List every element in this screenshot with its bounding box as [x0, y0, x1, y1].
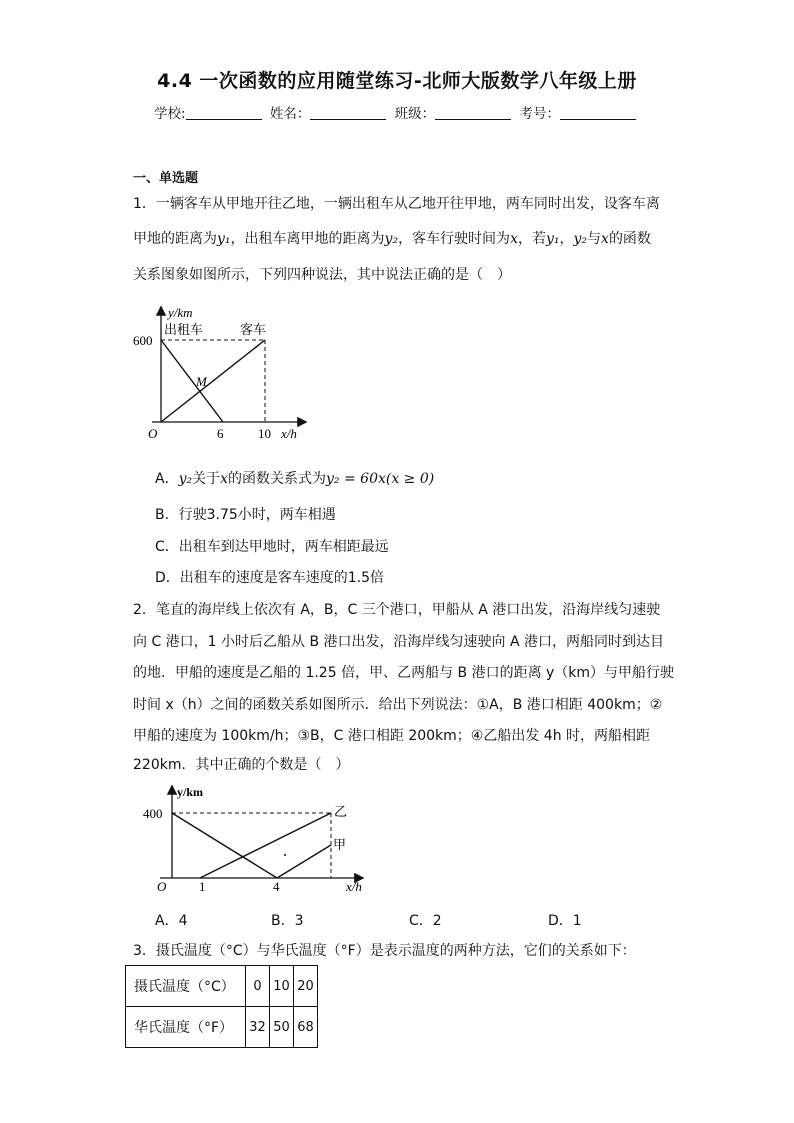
q2-line-5: 甲船的速度为 100km/h；③B，C 港口相距 200km；④乙船出发 4h 时，两船相距 [133, 728, 651, 744]
table-cell: 50 [270, 1007, 294, 1048]
q1-line-2 [133, 228, 651, 248]
exam-number-label: 考号： [519, 106, 560, 122]
q2-line-3: 的地．甲船的速度是乙船的 1.25 倍，甲、乙两船与 B 港口的距离 y（km）与甲船行驶 [133, 665, 675, 681]
student-info-line [0, 102, 794, 122]
q1-taxi-label: 出租车 [164, 322, 204, 337]
name-blank[interactable] [310, 105, 386, 120]
q2-yi-label: 乙 [334, 804, 348, 819]
q1-option-math: y₂ [178, 471, 193, 487]
q2-option-c[interactable]: C．2 [409, 913, 442, 929]
q1-text: 与 [587, 231, 602, 247]
q1-text: 的函数 [608, 231, 651, 247]
q2-option-b[interactable]: B．3 [271, 913, 304, 929]
q1-point-m: M [196, 374, 207, 389]
q1-origin: O [148, 426, 158, 441]
q1-option-b[interactable]: B．行驶3.75小时，两车相遇 [155, 507, 336, 523]
q2-jia-line-down [172, 813, 277, 878]
q1-bus-label: 客车 [240, 322, 267, 337]
q1-math: y₁ [545, 231, 560, 247]
table-cell: 68 [294, 1007, 318, 1048]
q2-graph [140, 782, 380, 897]
q3-temperature-table [125, 965, 318, 1048]
q1-option-text: 的函数关系式为 [228, 471, 327, 487]
q2-x-tick-1: 1 [199, 879, 206, 894]
q1-option-a[interactable] [155, 468, 434, 488]
q2-line-2: 向 C 港口，1 小时后乙船从 B 港口出发，沿海岸线匀速驶向 A 港口，两船同时到达目 [133, 634, 665, 650]
class-label: 班级： [394, 106, 436, 122]
q1-x-tick-6: 6 [217, 426, 224, 441]
q1-graph [130, 300, 320, 450]
q2-y-label: y/km [177, 785, 204, 799]
row-header-fahrenheit: 华氏温度（°F） [126, 1007, 246, 1048]
q2-x-label: x/h [346, 879, 362, 894]
section-heading: 一、单选题 [133, 171, 199, 186]
q2-jia-line-up [277, 845, 331, 878]
q1-option-text: 关于 [192, 471, 221, 487]
q1-line-3: 关系图象如图所示，下列四种说法，其中说法正确的是（ ） [133, 267, 511, 283]
q2-option-d[interactable]: D．1 [548, 913, 582, 929]
q1-x-tick-10: 10 [258, 426, 271, 441]
q1-option-d[interactable]: D．出租车的速度是客车速度的1.5倍 [155, 570, 385, 586]
q1-math: y₂ [384, 231, 399, 247]
q1-line-1: 1．一辆客车从甲地开往乙地，一辆出租车从乙地开往甲地，两车同时出发，设客车离 [133, 196, 660, 212]
q2-line-1: 2．笔直的海岸线上依次有 A，B，C 三个港口，甲船从 A 港口出发，沿海岸线匀速驶 [133, 602, 661, 618]
q1-text: ， [559, 231, 574, 247]
row-header-celsius: 摄氏温度（°C） [126, 966, 246, 1007]
q1-option-math: y₂ = 60x(x ≥ 0) [326, 471, 435, 487]
q1-option-math: x [220, 471, 229, 487]
q1-y-tick-600: 600 [133, 333, 153, 348]
q2-origin: O [157, 879, 167, 894]
q1-x-label: x/h [281, 426, 297, 441]
q1-option-text: A． [155, 471, 179, 487]
table-cell: 10 [270, 966, 294, 1007]
table-row [126, 1007, 318, 1048]
exam-number-blank[interactable] [560, 105, 636, 120]
school-blank[interactable] [186, 105, 262, 120]
q1-math: x [510, 231, 518, 247]
page-title: 4.4 一次函数的应用随堂练习-北师大版数学八年级上册 [157, 70, 637, 92]
q1-math: x [601, 231, 609, 247]
q2-yi-line [200, 813, 331, 878]
q2-line-4: 时间 x（h）之间的函数关系如图所示．给出下列说法：①A，B 港口相距 400km；② [133, 697, 663, 713]
q3-line-1: 3．摄氏温度（°C）与华氏温度（°F）是表示温度的两种方法，它们的关系如下： [133, 943, 636, 959]
table-row [126, 966, 318, 1007]
q1-text: ，客车行驶时间为 [398, 231, 511, 247]
q2-jia-label: 甲 [333, 837, 347, 852]
school-label: 学校: [154, 106, 186, 122]
q2-x-tick-4: 4 [273, 879, 280, 894]
q2-y-tick-400: 400 [143, 806, 163, 821]
class-blank[interactable] [435, 105, 511, 120]
q1-text: ，出租车离甲地的距离为 [230, 231, 385, 247]
table-cell: 20 [294, 966, 318, 1007]
q1-option-c[interactable]: C．出租车到达甲地时，两车相距最远 [155, 539, 389, 555]
q2-option-a[interactable]: A．4 [155, 913, 188, 929]
name-label: 姓名： [269, 106, 311, 122]
q1-math: y₁ [217, 231, 231, 247]
table-cell: 32 [246, 1007, 270, 1048]
table-cell: 0 [246, 966, 270, 1007]
q2-line-6: 220km．其中正确的个数是（ ） [133, 757, 350, 773]
q2-dot [284, 854, 286, 856]
q1-text: ，若 [517, 231, 546, 247]
q1-math: y₂ [573, 231, 588, 247]
q1-text: 甲地的距离为 [133, 231, 217, 247]
q1-y-label: y/km [168, 305, 193, 320]
